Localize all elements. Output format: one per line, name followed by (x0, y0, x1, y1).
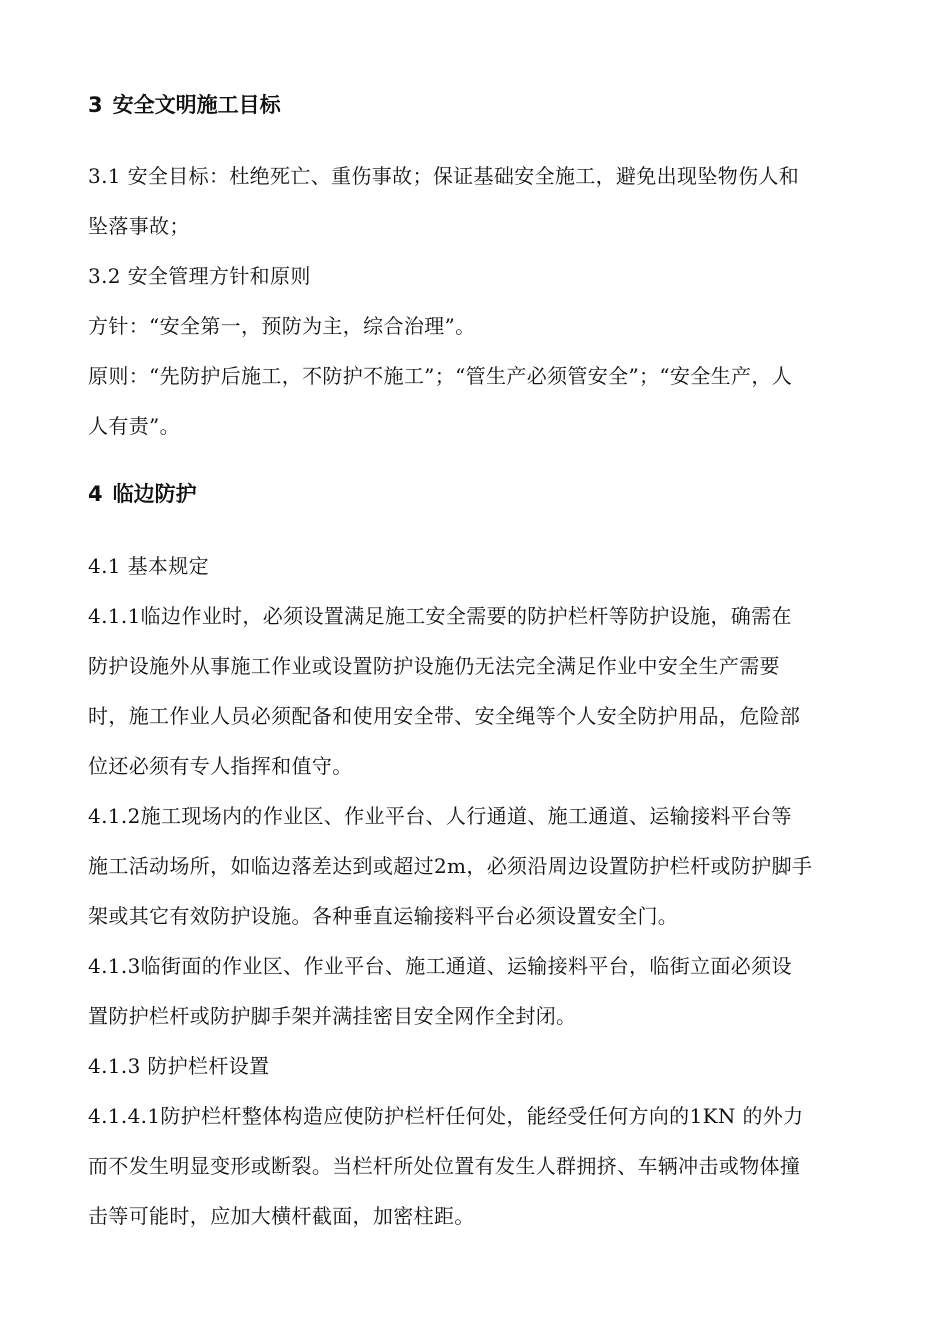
text-line: 3.1 安全目标：杜绝死亡、重伤事故；保证基础安全施工，避免出现坠物伤人和 (88, 164, 800, 188)
clause-4-1-1-paragraph (88, 591, 868, 791)
text-line: 3.2 安全管理方针和原则 (88, 264, 311, 288)
text-line: 而不发生明显变形或断裂。当栏杆所处位置有发生人群拥挤、车辆冲击或物体撞 (88, 1154, 801, 1178)
text-line: 4.1.3 防护栏杆设置 (88, 1054, 270, 1078)
text-line: 击等可能时，应加大横杆截面，加密柱距。 (88, 1204, 475, 1228)
policy-paragraph (88, 301, 868, 351)
text-line: 4.1.2施工现场内的作业区、作业平台、人行通道、施工通道、运输接料平台等 (88, 804, 792, 828)
text-line: 4.1.3临街面的作业区、作业平台、施工通道、运输接料平台，临街立面必须设 (88, 954, 792, 978)
safety-goal-paragraph (88, 151, 868, 251)
text-line: 施工活动场所，如临边落差达到或超过2m，必须沿周边设置防护栏杆或防护脚手 (88, 854, 813, 878)
guardrail-subheading (88, 1041, 868, 1091)
clause-4-1-4-1-paragraph (88, 1091, 868, 1241)
section-3-heading (88, 95, 281, 116)
text-line: 坠落事故； (88, 214, 190, 238)
principle-paragraph (88, 351, 868, 451)
clause-4-1-3-paragraph (88, 941, 868, 1041)
text-line: 4.1 基本规定 (88, 554, 209, 578)
text-line: 架或其它有效防护设施。各种垂直运输接料平台必须设置安全门。 (88, 904, 679, 928)
section-4-number: 4 (88, 482, 103, 506)
text-line: 方针：“安全第一，预防为主，综合治理”。 (88, 314, 476, 338)
basic-rules-subheading (88, 541, 868, 591)
section-3-number: 3 (88, 93, 103, 117)
text-line: 置防护栏杆或防护脚手架并满挂密目安全网作全封闭。 (88, 1004, 577, 1028)
text-line: 4.1.1临边作业时，必须设置满足施工安全需要的防护栏杆等防护设施，确需在 (88, 604, 792, 628)
section-3-title: 安全文明施工目标 (112, 93, 281, 117)
safety-policy-subheading (88, 251, 868, 301)
text-line: 时，施工作业人员必须配备和使用安全带、安全绳等个人安全防护用品，危险部 (88, 704, 801, 728)
text-line: 位还必须有专人指挥和值守。 (88, 754, 353, 778)
clause-4-1-2-paragraph (88, 791, 868, 941)
section-4-title: 临边防护 (112, 482, 197, 506)
text-line: 4.1.4.1防护栏杆整体构造应使防护栏杆任何处，能经受任何方向的1KN 的外力 (88, 1104, 804, 1128)
text-line: 防护设施外从事施工作业或设置防护设施仍无法完全满足作业中安全生产需要 (88, 654, 780, 678)
text-line: 原则：“先防护后施工，不防护不施工”；“管生产必须管安全”；“安全生产，人 (88, 364, 793, 388)
text-line: 人有责”。 (88, 414, 180, 438)
section-4-heading (88, 484, 197, 505)
